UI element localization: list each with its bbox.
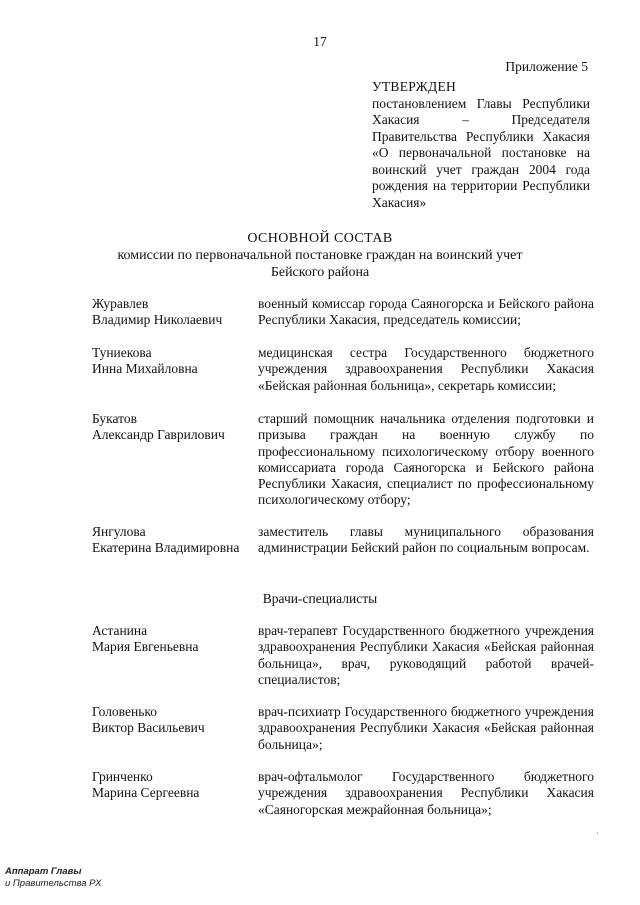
section-heading: Врачи-специалисты — [262, 591, 378, 606]
doctor-surname: Гринченко — [92, 769, 153, 784]
member-name — [92, 296, 252, 329]
document-title — [0, 230, 640, 281]
doctor-name — [92, 704, 252, 737]
member-surname: Туниекова — [92, 345, 152, 360]
member-role: заместитель главы муниципального образования администрации Бейский район по социальным вопросам. — [258, 524, 594, 556]
member-name — [92, 345, 252, 378]
member-name — [92, 411, 252, 444]
doctor-role: врач-офтальмолог Государственного бюджетного учреждения здравоохранения Республики Хакасия «Саяногорская межрайонная больница»; — [258, 769, 594, 817]
member-surname: Янгулова — [92, 524, 146, 539]
stamp-line-1: Аппарат Главы — [5, 866, 82, 877]
member-role: старший помощник начальника отделения подготовки и призыва граждан на военную службу по профессиональному психологическому отбору военного комиссариата города Саяногорска и Бейского района Республики Хакасия, специалист по профессиональному психологическому отбору; — [258, 411, 594, 508]
doctor-role: врач-психиатр Государственного бюджетного учреждения здравоохранения Республики Хакасия «Бейская районная больница»; — [258, 704, 594, 752]
scan-speck: · — [596, 828, 599, 838]
doctor-name — [92, 623, 252, 656]
doctor-name — [92, 769, 252, 802]
doctor-given-name: Марина Сергеевна — [92, 785, 200, 801]
page-number: 17 — [313, 34, 327, 49]
doctor-given-name: Виктор Васильевич — [92, 720, 205, 736]
title-line-3: Бейского района — [270, 265, 370, 280]
doctor-role: врач-терапевт Государственного бюджетного учреждения здравоохранения Республики Хакасия «Бейская районная больница», врач, руководящий работой врачей-специалистов; — [258, 623, 594, 687]
member-given-name: Владимир Николаевич — [92, 312, 223, 328]
approval-block — [372, 79, 590, 211]
member-given-name: Инна Михайловна — [92, 361, 198, 377]
title-line-2: комиссии по первоначальной постановке граждан на воинский учет — [117, 248, 523, 263]
member-given-name: Екатерина Владимировна — [92, 540, 240, 556]
member-role: военный комиссар города Саяногорска и Бейского района Республики Хакасия, председатель комиссии; — [258, 296, 594, 328]
doctor-given-name: Мария Евгеньевна — [92, 639, 199, 655]
title-line-1: ОСНОВНОЙ СОСТАВ — [247, 231, 393, 246]
member-surname: Журавлев — [92, 296, 149, 311]
doctor-surname: Астанина — [92, 623, 148, 638]
member-name — [92, 524, 252, 557]
member-surname: Букатов — [92, 411, 138, 426]
approval-text: постановлением Главы Республики Хакасия – Председателя Правительства Республики Хакасия «О первоначальной постановке на воинский учет граждан 2004 года рождения на территории Республики Хакасия» — [372, 95, 590, 210]
office-stamp — [5, 866, 101, 890]
stamp-line-2: и Правительства РХ — [5, 878, 102, 889]
approval-heading: УТВЕРЖДЕН — [372, 79, 457, 94]
member-given-name: Александр Гаврилович — [92, 427, 225, 443]
doctor-surname: Головенько — [92, 704, 157, 719]
appendix-label: Приложение 5 — [505, 59, 588, 74]
member-role: медицинская сестра Государственного бюджетного учреждения здравоохранения Республики Хакасия «Бейская районная больница», секретарь комиссии; — [258, 345, 594, 393]
